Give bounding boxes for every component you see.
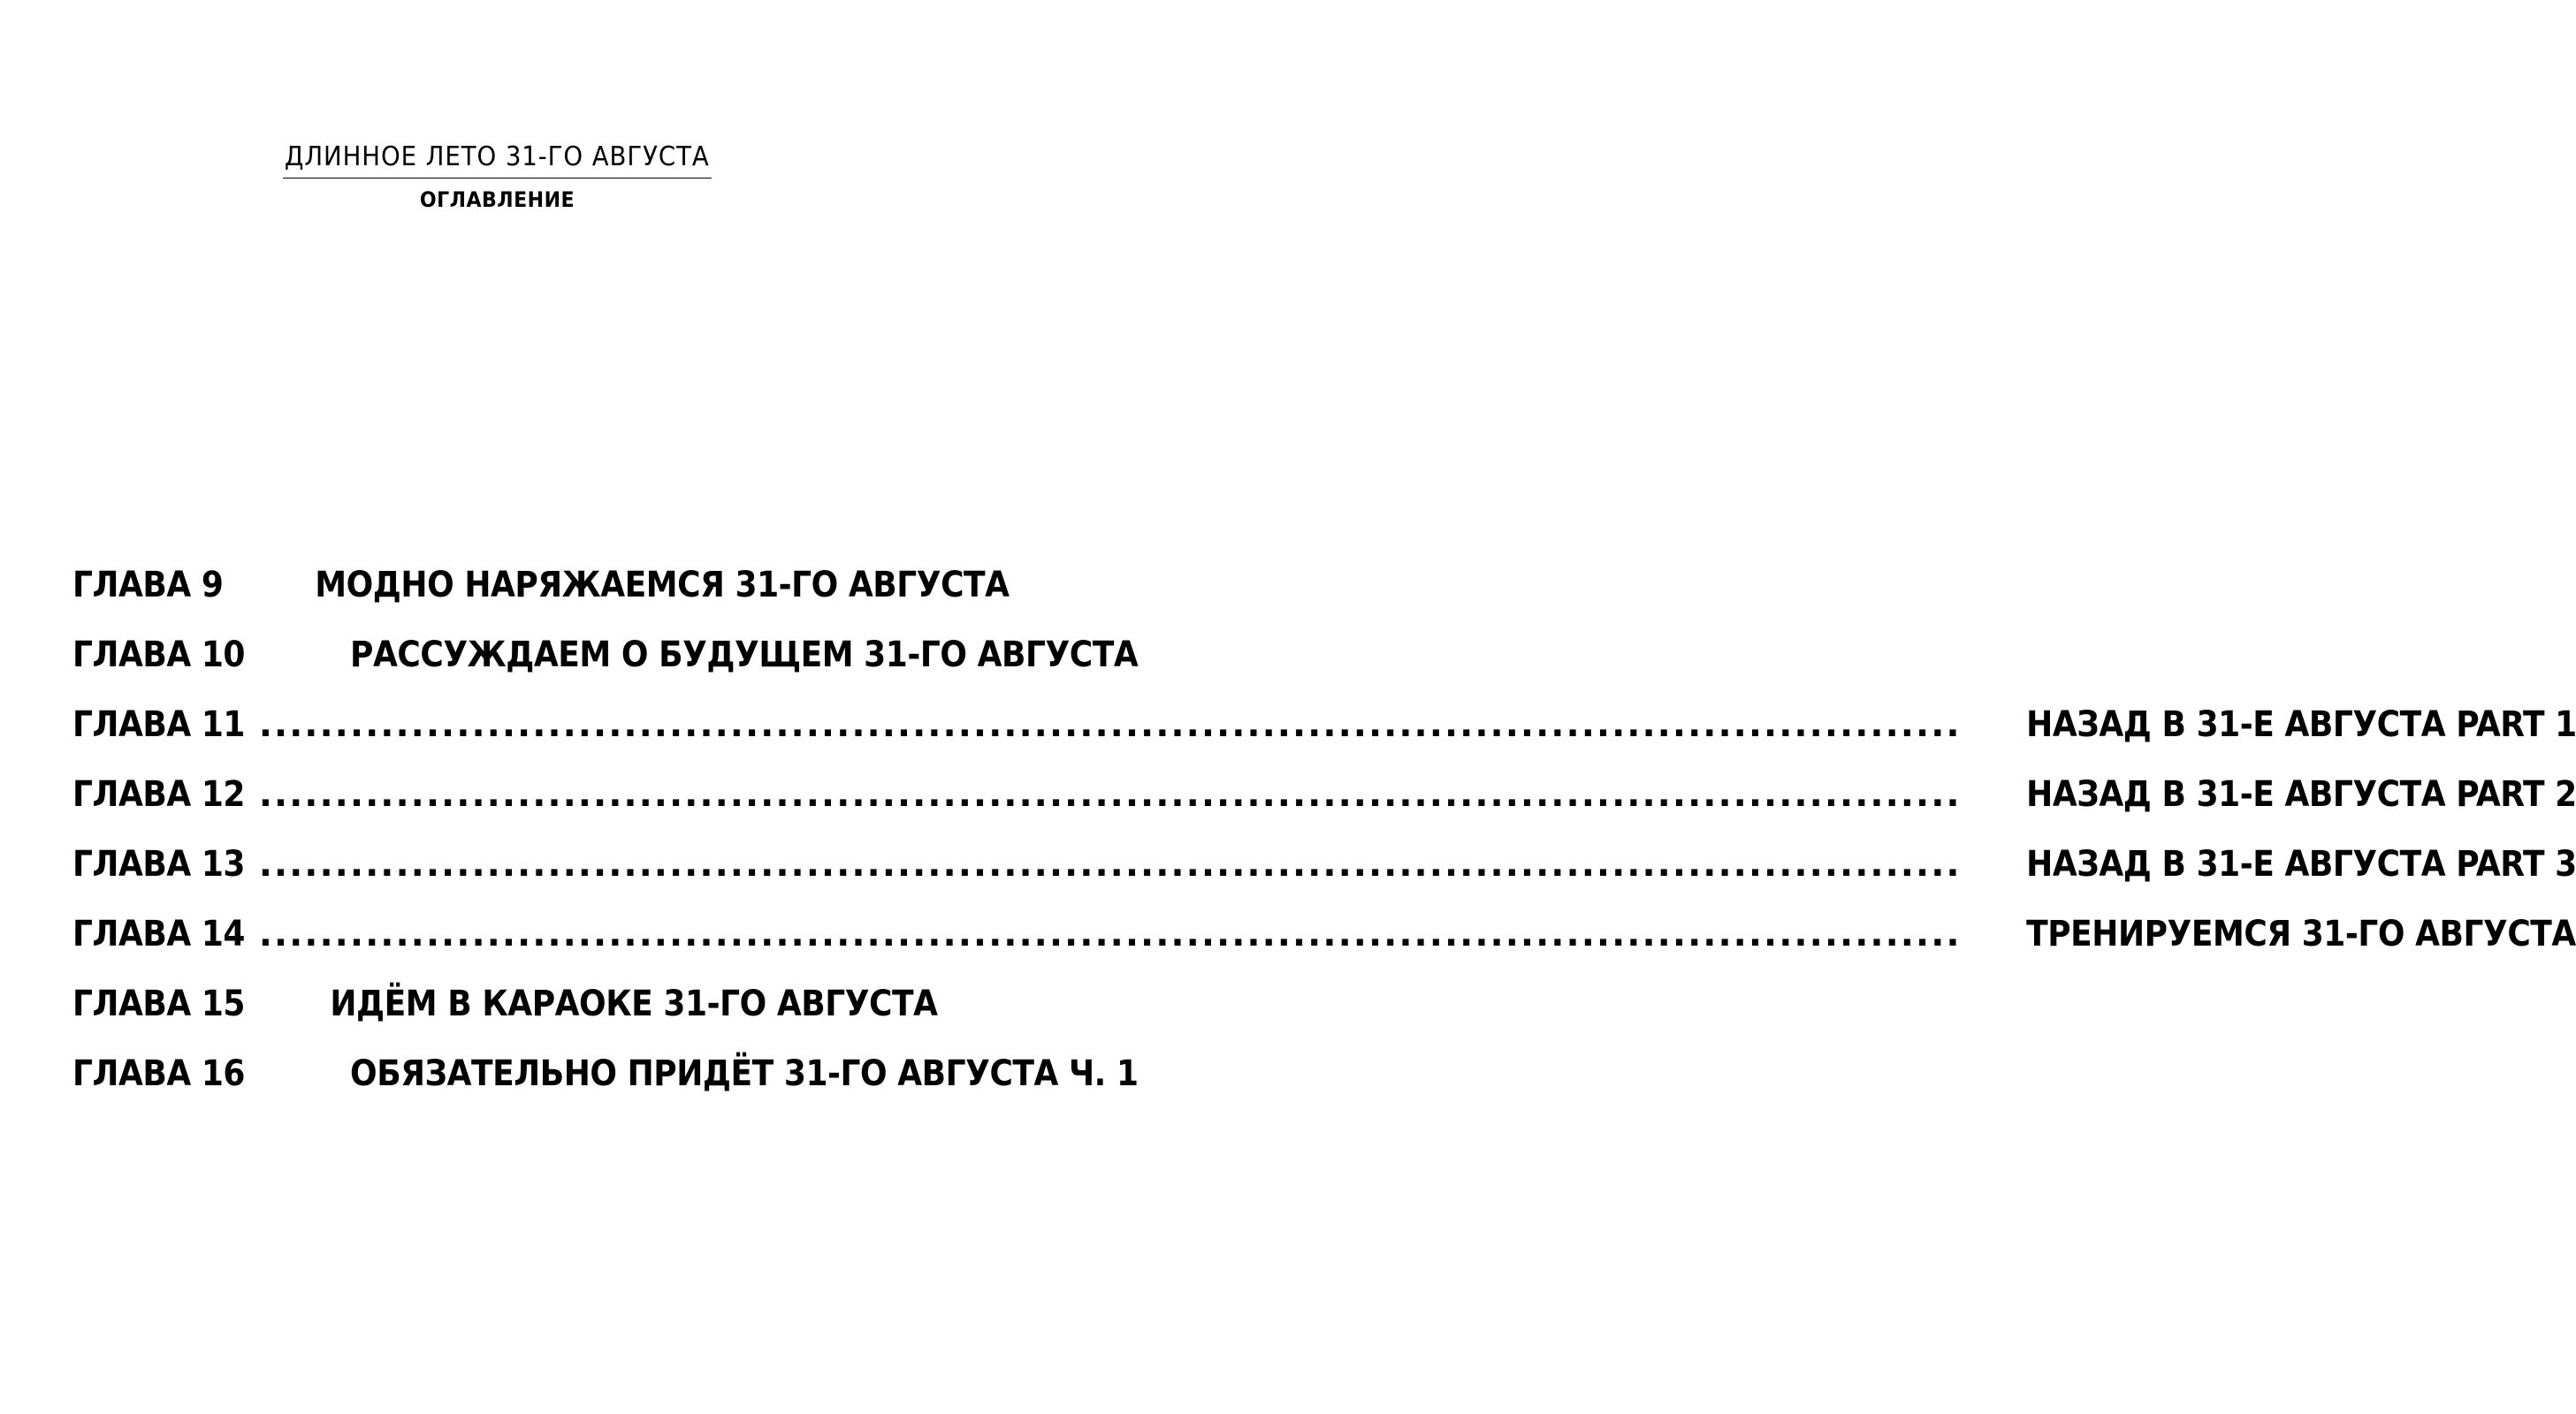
toc-chapter-title: ИДЁМ В КАРАОКЕ 31-ГО АВГУСТА <box>330 983 938 1024</box>
toc-chapter-title: НАЗАД В 31-Е АВГУСТА PART 3 <box>2025 843 2576 885</box>
toc-chapter-number: ГЛАВА 10 <box>72 634 246 675</box>
toc-entry-chapter-12[interactable] <box>72 759 2576 829</box>
toc-chapter-title: НАЗАД В 31-Е АВГУСТА PART 2 <box>2025 773 2576 815</box>
toc-entry-chapter-9[interactable] <box>72 550 1010 620</box>
toc-entry-chapter-15[interactable] <box>72 969 938 1038</box>
book-title: ДЛИННОЕ ЛЕТО 31-ГО АВГУСТА <box>283 141 711 179</box>
toc-chapter-title: МОДНО НАРЯЖАЕМСЯ 31-ГО АВГУСТА <box>315 564 1010 605</box>
toc-entry-chapter-14[interactable] <box>72 899 2576 969</box>
toc-chapter-number: ГЛАВА 12 <box>72 773 246 815</box>
toc-chapter-number: ГЛАВА 13 <box>72 843 246 885</box>
toc-chapter-title: НАЗАД В 31-Е АВГУСТА PART 1 <box>2025 703 2576 745</box>
dot-leader <box>259 704 1962 745</box>
toc-chapter-number: ГЛАВА 16 <box>72 1053 246 1094</box>
page-header <box>0 141 995 212</box>
table-of-contents <box>72 550 2576 1108</box>
toc-heading: ОГЛАВЛЕНИЕ <box>419 187 575 212</box>
toc-entry-chapter-16[interactable] <box>72 1038 1139 1108</box>
toc-chapter-number: ГЛАВА 9 <box>72 564 224 605</box>
dot-leader <box>259 844 1962 885</box>
toc-chapter-number: ГЛАВА 14 <box>72 913 246 954</box>
toc-chapter-title: ТРЕНИРУЕМСЯ 31-ГО АВГУСТА <box>2025 913 2576 954</box>
toc-chapter-title: РАССУЖДАЕМ О БУДУЩЕМ 31-ГО АВГУСТА <box>349 634 1138 675</box>
toc-entry-chapter-10[interactable] <box>72 620 1138 689</box>
toc-entry-chapter-13[interactable] <box>72 829 2576 899</box>
toc-chapter-number: ГЛАВА 11 <box>72 703 246 745</box>
toc-entry-chapter-11[interactable] <box>72 689 2576 759</box>
dot-leader <box>259 914 1962 954</box>
dot-leader <box>259 774 1962 815</box>
toc-chapter-title: ОБЯЗАТЕЛЬНО ПРИДЁТ 31-ГО АВГУСТА Ч. 1 <box>349 1053 1139 1094</box>
toc-chapter-number: ГЛАВА 15 <box>72 983 246 1024</box>
